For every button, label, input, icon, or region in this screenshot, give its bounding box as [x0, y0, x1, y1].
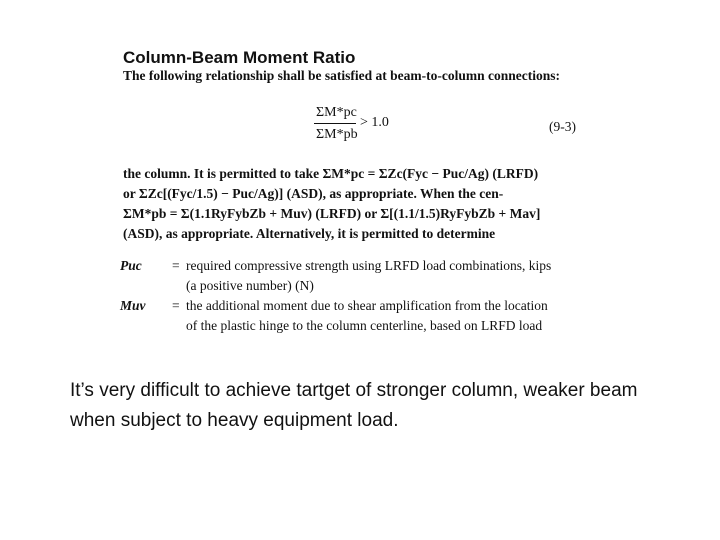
slide-caption: It’s very difficult to achieve tartget of stronger column, weaker beam when subject to heavy equipment load. — [70, 380, 638, 431]
equation-numerator: ΣM*pc — [316, 105, 357, 120]
definition-symbol: Muv — [120, 298, 146, 313]
definition-row — [118, 316, 578, 336]
equation-number: (9-3) — [549, 119, 576, 134]
section-heading: Column-Beam Moment Ratio — [123, 48, 356, 67]
definition-text: of the plastic hinge to the column centerline, based on LRFD load — [186, 318, 543, 333]
definition-equals: = — [172, 258, 180, 273]
body-line: or ΣZc[(Fyc/1.5) − Puc/Ag)] (ASD), as appropriate. When the cen- — [123, 186, 504, 201]
definition-row — [118, 256, 578, 276]
fraction-bar — [314, 123, 356, 124]
intro-text: The following relationship shall be satisfied at beam-to-column connections: — [123, 68, 561, 83]
body-line: ΣM*pb = Σ(1.1RyFybZb + Muv) (LRFD) or Σ[(1.1/1.5)RyFybZb + Mav] — [123, 206, 541, 221]
body-line: (ASD), as appropriate. Alternatively, it is permitted to determine — [123, 226, 496, 241]
definition-row — [118, 296, 578, 316]
symbol-definitions — [118, 256, 578, 336]
definition-text: (a positive number) (N) — [186, 278, 314, 293]
definition-text: the additional moment due to shear amplification from the location — [186, 298, 548, 313]
definition-text: required compressive strength using LRFD load combinations, kips — [186, 258, 552, 273]
definition-equals: = — [172, 298, 180, 313]
body-line: the column. It is permitted to take ΣM*pc = ΣZc(Fyc − Puc/Ag) (LRFD) — [123, 166, 539, 181]
equation-relation: > 1.0 — [360, 115, 389, 130]
equation-denominator: ΣM*pb — [316, 127, 358, 142]
specification-excerpt — [118, 46, 588, 336]
definition-symbol: Puc — [120, 258, 142, 273]
body-text — [123, 164, 541, 244]
definition-row — [118, 276, 578, 296]
